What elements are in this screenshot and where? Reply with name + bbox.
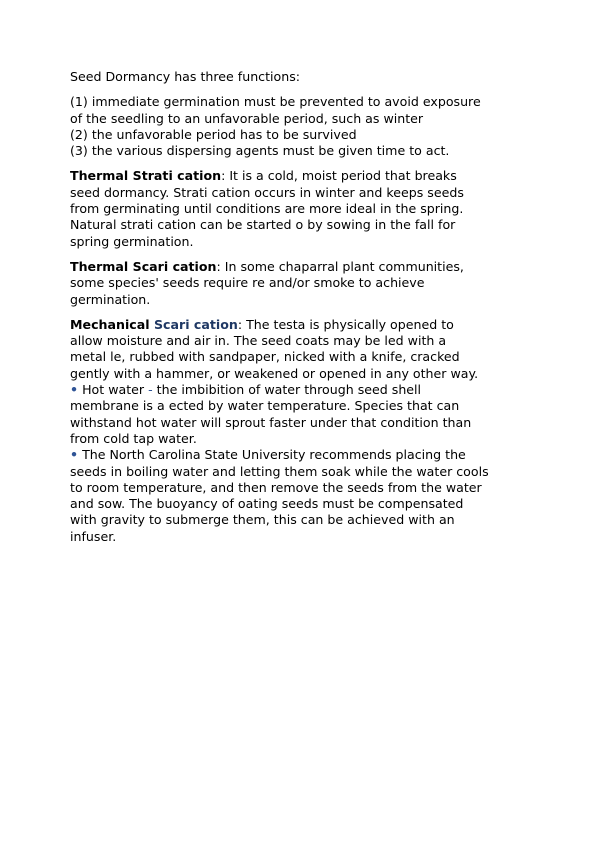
stratification-paragraph: [70, 168, 530, 249]
spacer: [70, 159, 530, 168]
bullet-ncsu: [70, 447, 530, 545]
thermal-scarification-term: Thermal Scari cation: [70, 258, 217, 274]
stratification-text: : It is a cold, moist period that breaks seed dormancy. Strati cation occurs in winter and keeps seeds from germinating until conditions are more ideal in the spring. Natural strati cation can be started o by sowing in the fall for spring germination.: [70, 168, 464, 249]
bullet-hot-water-text: the imbibition of water through seed shell membrane is a ected by water temperature. Species that can withstand hot water will sprout faster under that condition than from cold tap water.: [70, 382, 472, 446]
bullet-hot-water: [70, 382, 530, 447]
mechanical-text: : The testa is physically opened to allow moisture and air in. The seed coats may be led with a metal le, rubbed with sandpaper, nicked with a knife, cracked gently with a hammer, or weakened or opened in any other way.: [70, 316, 479, 381]
stratification-term: Thermal Strati cation: [70, 168, 222, 184]
bullet-hot-water-lead: Hot water: [82, 382, 149, 398]
bullet-hot-water-dash: -: [148, 382, 153, 398]
thermal-scarification-paragraph: [70, 259, 530, 308]
mechanical-term: Mechanical: [70, 316, 154, 332]
spacer: [70, 85, 530, 94]
bullet-icon: •: [70, 447, 79, 463]
bullet-icon: •: [70, 382, 79, 398]
document-page: [70, 69, 530, 545]
bullet-ncsu-text: The North Carolina State University recommends placing the seeds in boiling water and letting them soak while the water cools to room temperature, and then remove the seeds from the water and sow. The buoyancy of oating seeds must be compensated with gravity to submerge them, this can be achieved with an infuser.: [70, 447, 489, 544]
spacer: [70, 308, 530, 317]
mechanical-term-scarification: Scari cation: [153, 316, 238, 332]
intro-title: Seed Dormancy has three functions:: [70, 69, 301, 84]
thermal-scarification-text: : In some chaparral plant communities, some species' seeds require re and/or smoke to achieve germination.: [70, 258, 464, 307]
mechanical-paragraph: [70, 317, 530, 382]
spacer: [70, 250, 530, 259]
intro-functions: (1) immediate germination must be prevented to avoid exposure of the seedling to an unfavorable period, such as winter (2) the unfavorable period has to be survived (3) the various dispersing agents must be given time to act.: [70, 94, 481, 159]
